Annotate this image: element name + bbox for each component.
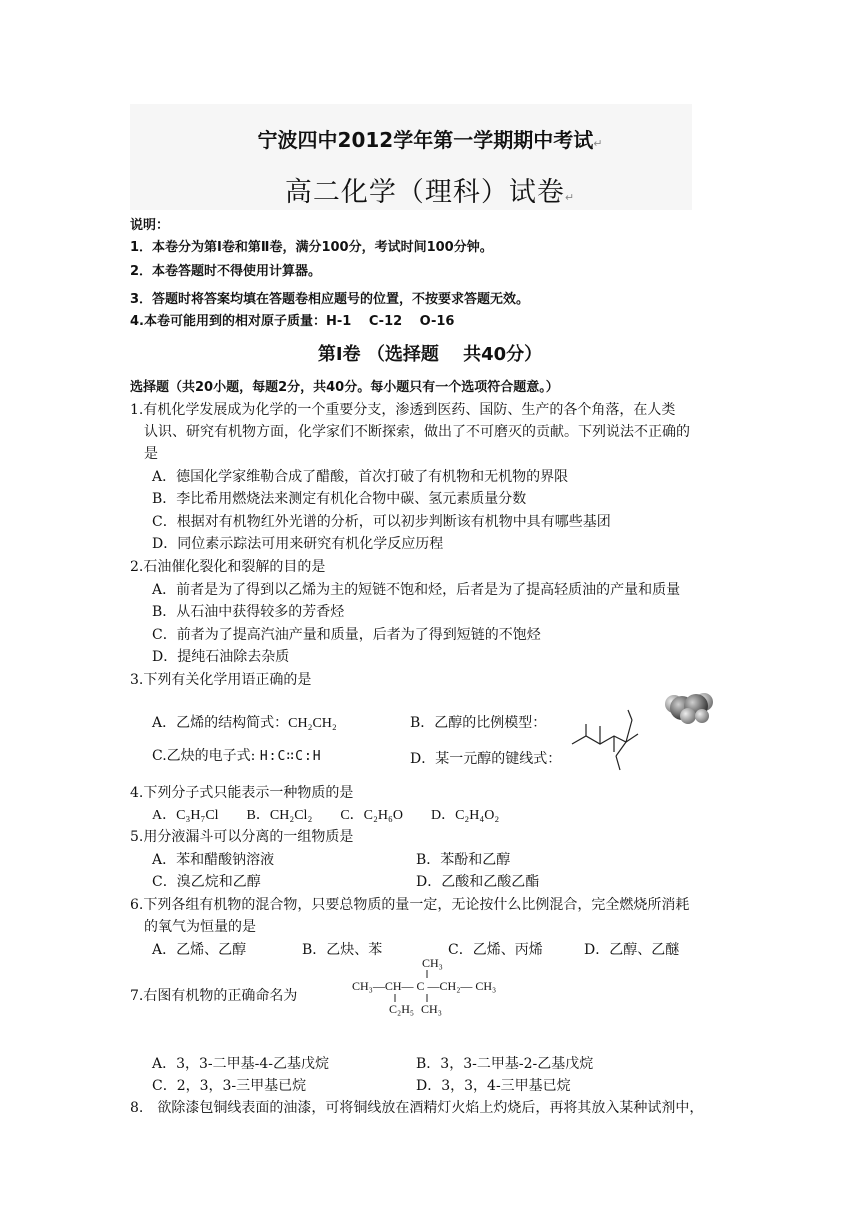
q4-options: A．C₃H₇Cl B．CH₂Cl₂ C．C₂H₆O D．C₂H₄O₂ bbox=[152, 808, 500, 823]
q3-option-d: D．某一元醇的键线式： bbox=[410, 751, 562, 767]
q2-option-a: A．前者是为了得到以乙烯为主的短链不饱和烃，后者是为了提高轻质油的产量和质量 bbox=[152, 582, 681, 598]
q7-option-b: B．3，3-二甲基-2-乙基戊烷 bbox=[416, 1056, 594, 1072]
q7-stem: 7.右图有机物的正确命名为 bbox=[130, 988, 298, 1004]
q5-option-c: C．溴乙烷和乙醇 bbox=[152, 874, 261, 890]
q7-structure-bottom: C₂H₅ CH₃ bbox=[389, 1002, 442, 1016]
return-mark: ↵ bbox=[564, 191, 576, 204]
alcohol-skeletal-formula bbox=[568, 708, 650, 772]
q2-option-c: C．前者为了提高汽油产量和质量，后者为了得到短链的不饱烃 bbox=[152, 627, 541, 643]
q6-option-b: B．乙炔、苯 bbox=[302, 942, 383, 958]
section-title: 第Ⅰ卷 （选择题 共40分） bbox=[317, 344, 543, 365]
q3-option-b: B．乙醇的比例模型： bbox=[410, 715, 547, 731]
q7-structure-bonds bbox=[390, 967, 440, 1007]
q3-stem: 3.下列有关化学用语正确的是 bbox=[130, 672, 312, 688]
q2-stem: 2.石油催化裂化和裂解的目的是 bbox=[130, 559, 326, 575]
exam-subtitle: 高二化学（理科）试卷↵ bbox=[284, 177, 576, 208]
q2-option-b: B．从石油中获得较多的芳香烃 bbox=[152, 604, 345, 620]
section-instruction: 选择题（共20小题，每题2分，共40分。每小题只有一个选项符合题意。） bbox=[130, 380, 559, 395]
q6-stem-line2: 的氧气为恒量的是 bbox=[144, 919, 256, 935]
ethylene-formula: CH₂CH₂ bbox=[288, 716, 337, 731]
note-item-1: 1．本卷分为第Ⅰ卷和第Ⅱ卷，满分100分，考试时间100分钟。 bbox=[130, 240, 493, 255]
q6-stem-line1: 6.下列各组有机物的混合物，只要总物质的量一定，无论按什么比例混合，完全燃烧所消耗 bbox=[130, 897, 690, 913]
q3-option-c: C.乙炔的电子式: H:C∷C:H bbox=[152, 748, 322, 764]
q7-option-a: A．3，3-二甲基-4-乙基戊烷 bbox=[152, 1056, 330, 1072]
q7-structure-main: CH₃—CH— C —CH₂— CH₃ bbox=[352, 979, 497, 993]
q1-stem-line3: 是 bbox=[144, 446, 158, 462]
q6-option-c: C．乙烯、丙烯 bbox=[448, 942, 543, 958]
q2-option-d: D．提纯石油除去杂质 bbox=[152, 649, 290, 665]
q1-option-a: A．德国化学家维勒合成了醋酸，首次打破了有机物和无机物的界限 bbox=[152, 469, 569, 485]
note-item-3: 3．答题时将答案均填在答题卷相应题号的位置，不按要求答题无效。 bbox=[130, 292, 530, 307]
q7-structure-top: CH₃ bbox=[422, 956, 443, 970]
q7-option-c: C．2，3，3-三甲基已烷 bbox=[152, 1078, 307, 1094]
q5-option-a: A．苯和醋酸钠溶液 bbox=[152, 852, 275, 868]
q6-option-a: A．乙烯、乙醇 bbox=[152, 942, 247, 958]
q5-option-b: B．苯酚和乙醇 bbox=[416, 852, 511, 868]
q1-option-b: B．李比希用燃烧法来测定有机化合物中碳、氢元素质量分数 bbox=[152, 491, 527, 507]
q8-stem: 8. 欲除漆包铜线表面的油漆，可将铜线放在酒精灯火焰上灼烧后，再将其放入某种试剂中， bbox=[130, 1100, 704, 1116]
q5-stem: 5.用分液漏斗可以分离的一组物质是 bbox=[130, 829, 354, 845]
acetylene-electron-formula: H:C∷C:H bbox=[259, 749, 322, 764]
q1-stem-line2: 认识、研究有机物方面，化学家们不断探索，做出了不可磨灭的贡献。下列说法不正确的 bbox=[144, 424, 690, 440]
note-item-4: 4.本卷可能用到的相对原子质量：H-1 C-12 O-16 bbox=[130, 314, 455, 329]
exam-title: 宁波四中2012学年第一学期期中考试↵ bbox=[257, 128, 603, 152]
q1-option-c: C．根据对有机物红外光谱的分析，可以初步判断该有机物中具有哪些基团 bbox=[152, 514, 611, 530]
q1-option-d: D．同位素示踪法可用来研究有机化学反应历程 bbox=[152, 536, 444, 552]
q5-option-d: D．乙酸和乙酸乙酯 bbox=[416, 874, 540, 890]
note-item-2: 2．本卷答题时不得使用计算器。 bbox=[130, 264, 322, 279]
notes-heading: 说明： bbox=[130, 218, 170, 233]
return-mark: ↵ bbox=[593, 137, 603, 150]
q4-stem: 4.下列分子式只能表示一种物质的是 bbox=[130, 785, 354, 801]
q6-option-d: D．乙醇、乙醚 bbox=[584, 942, 680, 958]
q7-option-d: D．3，3，4-三甲基已烷 bbox=[416, 1078, 571, 1094]
q1-stem-line1: 1.有机化学发展成为化学的一个重要分支，渗透到医药、国防、生产的各个角落，在人类 bbox=[130, 402, 676, 418]
ethanol-space-filling-model bbox=[660, 686, 718, 726]
q3-option-a: A．乙烯的结构简式：CH₂CH₂ bbox=[152, 715, 337, 731]
